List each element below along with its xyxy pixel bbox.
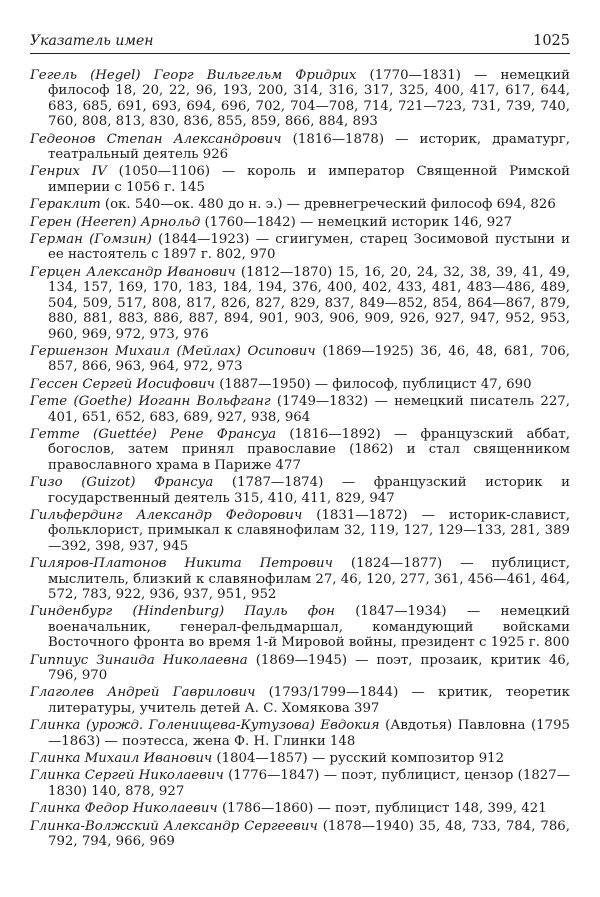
- running-header: [30, 34, 570, 52]
- entry-text: (1869—1925) 36, 46, 48, 681, 706, 857, 866, 963, 964, 972, 973: [48, 343, 570, 375]
- index-entry: [30, 132, 570, 163]
- index-entry: [30, 265, 570, 342]
- index-entry: [30, 377, 570, 392]
- index-entry: [30, 751, 570, 766]
- entry-text: (1847—1934) — немецкий военачальник, генерал-фельдмаршал, командующий войсками Восточного фронта во время 1-й Мировой войны, президент с 1925 г. 800: [48, 604, 571, 651]
- entry-name: Глинка (урожд. Голенищева-Кутузова) Евдокия: [30, 718, 380, 734]
- entry-text: (1812—1870) 15, 16, 20, 24, 32, 38, 39, 41, 49, 134, 157, 169, 170, 183, 184, 194, 376, 400, 402, 433, 481, 483—486, 489, 504, 509, 517, 808, 817, 826, 827, 829, 837, 849—852, 854, 864—867, 879, 880, 881, 883, 886, 887, 894, 901, 903, 906, 909, 926, 927, 947, 952, 953, 960, 969, 972, 973, 976: [48, 264, 570, 342]
- entry-name: Гинденбург (Hindenburg) Пауль фон: [30, 604, 335, 620]
- entry-name: Гиппиус Зинаида Николаевна: [30, 652, 248, 668]
- entry-text: (1844—1923) — сгиигумен, старец Зосимовой пустыни и ее настоятель с 1897 г. 802, 970: [48, 232, 570, 263]
- entry-text: (1760—1842) — немецкий историк 146, 927: [200, 214, 513, 230]
- entry-name: Гетте (Guettée) Рене Франсуа: [30, 426, 277, 442]
- entry-text: (1831—1872) — историк-славист, фольклорист, примыкал к славянофилам 32, 119, 127, 129—133, 281, 389—392, 398, 937, 945: [48, 507, 570, 554]
- entry-text: (1887—1950) — философ, публицист 47, 690: [214, 376, 532, 392]
- entry-text: (1816—1878) — историк, драматург, театральный деятель 926: [48, 131, 570, 163]
- index-page: [30, 33, 571, 850]
- entry-text: (1804—1857) — русский композитор 912: [212, 751, 505, 767]
- entry-name: Генрих IV: [30, 164, 107, 180]
- index-entry: [30, 508, 570, 554]
- entry-name: Глаголев Андрей Гаврилович: [30, 685, 256, 701]
- index-entry: [30, 819, 570, 850]
- entry-name: Гизо (Guizot) Франсуа: [30, 475, 214, 491]
- index-entry: [30, 215, 570, 230]
- entry-text: (1816—1892) — французский аббат, богослов, затем принял православие (1862) и стал священником православного храма в Париже 477: [48, 426, 570, 473]
- entry-name: Глинка Сергей Николаевич: [30, 768, 224, 784]
- entry-text: (Авдотья) Павловна (1795—1863) — поэтесса, жена Ф. Н. Глинки 148: [48, 718, 570, 749]
- page-number: 1025: [533, 33, 570, 49]
- entry-text: (1793/1799—1844) — критик, теоретик литературы, учитель детей А. С. Хомякова 397: [48, 685, 570, 716]
- entry-name: Глинка-Волжский Александр Сергеевич: [30, 818, 318, 834]
- entry-name: Герцен Александр Иванович: [30, 264, 236, 280]
- entry-name: Гиляров-Платонов Никита Петрович: [30, 556, 333, 572]
- entry-text: (1786—1860) — поэт, публицист 148, 399, 421: [217, 801, 547, 817]
- entry-text: (1787—1874) — французский историк и государственный деятель 315, 410, 411, 829, 947: [48, 475, 570, 506]
- entry-text: (1770—1831) — немецкий философ 18, 20, 22, 96, 193, 200, 314, 316, 317, 325, 400, 417, 617, 644, 683, 685, 691, 693, 694, 696, 702, 704—708, 714, 721—723, 731, 739, 740, 760, 808, 813, 830, 836, 855, 859, 866, 884, 893: [48, 68, 571, 130]
- index-entry: [30, 68, 570, 130]
- index-entry: [30, 604, 570, 650]
- entry-name: Герен (Heeren) Арнольд: [30, 214, 201, 230]
- index-entry: [30, 164, 570, 195]
- index-entry: [30, 475, 570, 506]
- header-rule: [30, 53, 570, 54]
- entry-name: Гильфердинг Александр Федорович: [30, 507, 303, 523]
- entry-name: Гессен Сергей Иосифович: [30, 376, 215, 392]
- index-entry: [30, 556, 570, 602]
- entry-name: Глинка Федор Николаевич: [30, 801, 218, 817]
- index-entry: [30, 685, 570, 716]
- index-entry: [30, 718, 570, 749]
- entry-name: Гераклит: [30, 197, 101, 213]
- entry-text: (1878—1940) 35, 48, 733, 784, 786, 792, 794, 966, 969: [48, 818, 570, 850]
- entry-text: (1749—1832) — немецкий писатель 227, 401, 651, 652, 683, 689, 927, 938, 964: [48, 394, 570, 425]
- entry-name: Гершензон Михаил (Мейлах) Осипович: [30, 343, 316, 359]
- index-entry: [30, 344, 570, 375]
- entry-text: (1869—1945) — поэт, прозаик, критик 46, 796, 970: [48, 652, 570, 684]
- entry-text: (1050—1106) — король и император Священной Римской империи с 1056 г. 145: [48, 164, 570, 195]
- entry-name: Гете (Goethe) Иоганн Вольфганг: [30, 394, 271, 410]
- entry-name: Гегель (Hegel) Георг Вильгельм Фридрих: [30, 68, 357, 83]
- index-entry: [30, 801, 570, 816]
- entry-name: Глинка Михаил Иванович: [30, 751, 213, 767]
- entry-text: (ок. 540—ок. 480 до н. э.) — древнегреческий философ 694, 826: [100, 197, 556, 213]
- index-entry: [30, 232, 570, 263]
- entry-text: (1824—1877) — публицист, мыслитель, близкий к славянофилам 27, 46, 120, 277, 361, 456—461, 464, 572, 783, 922, 936, 937, 951, 952: [48, 556, 570, 602]
- header-title: Указатель имен: [30, 33, 154, 49]
- entry-name: Герман (Гомзин): [30, 232, 152, 248]
- index-entry: [30, 768, 570, 799]
- index-entry: [30, 394, 570, 425]
- index-entry: [30, 427, 570, 473]
- index-entry: [30, 197, 570, 212]
- index-entries: [30, 68, 570, 852]
- entry-text: (1776—1847) — поэт, публицист, цензор (1827—1830) 140, 878, 927: [48, 768, 570, 799]
- entry-name: Гедеонов Степан Александрович: [30, 131, 282, 147]
- index-entry: [30, 653, 570, 684]
